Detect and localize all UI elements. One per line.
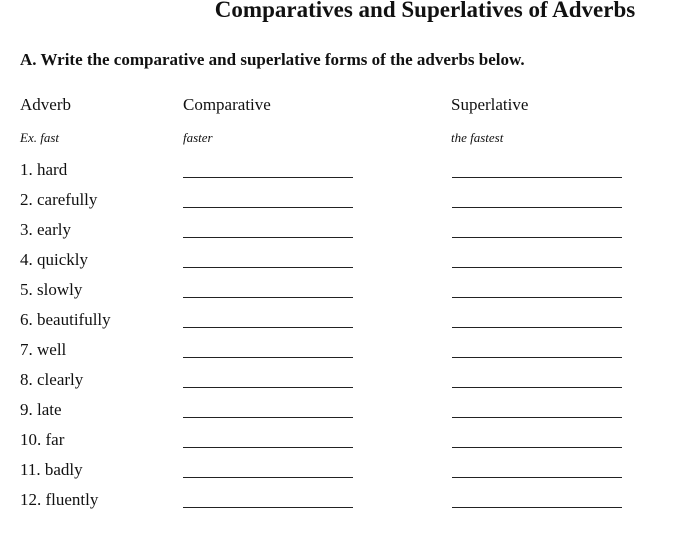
- superlative-blank[interactable]: [452, 357, 622, 358]
- adverb-item: 6. beautifully: [20, 310, 111, 329]
- superlative-blank[interactable]: [452, 387, 622, 388]
- header-comparative: Comparative: [183, 95, 271, 114]
- comparative-blank[interactable]: [183, 267, 353, 268]
- section-a-instruction: A. Write the comparative and superlative forms of the adverbs below.: [20, 50, 525, 69]
- exercise-row: [0, 337, 680, 367]
- superlative-blank[interactable]: [452, 177, 622, 178]
- exercise-list: [0, 157, 680, 517]
- comparative-blank[interactable]: [183, 207, 353, 208]
- example-comparative: faster: [183, 130, 213, 145]
- exercise-row: [0, 457, 680, 487]
- superlative-blank[interactable]: [452, 207, 622, 208]
- exercise-row: [0, 307, 680, 337]
- superlative-blank[interactable]: [452, 237, 622, 238]
- superlative-blank[interactable]: [452, 417, 622, 418]
- adverb-item: 1. hard: [20, 160, 68, 179]
- superlative-blank[interactable]: [452, 267, 622, 268]
- comparative-blank[interactable]: [183, 447, 353, 448]
- example-adverb: Ex. fast: [20, 130, 59, 145]
- adverb-item: 9. late: [20, 400, 62, 419]
- superlative-blank[interactable]: [452, 507, 622, 508]
- comparative-blank[interactable]: [183, 357, 353, 358]
- superlative-blank[interactable]: [452, 327, 622, 328]
- adverb-item: 4. quickly: [20, 250, 88, 269]
- comparative-blank[interactable]: [183, 177, 353, 178]
- example-superlative: the fastest: [451, 130, 504, 145]
- adverb-item: 10. far: [20, 430, 65, 449]
- comparative-blank[interactable]: [183, 237, 353, 238]
- adverb-item: 8. clearly: [20, 370, 84, 389]
- adverb-item: 12. fluently: [20, 490, 99, 509]
- header-superlative: Superlative: [451, 95, 529, 114]
- exercise-row: [0, 427, 680, 457]
- exercise-row: [0, 157, 680, 187]
- exercise-row: [0, 367, 680, 397]
- superlative-blank[interactable]: [452, 477, 622, 478]
- exercise-row: [0, 187, 680, 217]
- comparative-blank[interactable]: [183, 507, 353, 508]
- exercise-row: [0, 217, 680, 247]
- adverb-item: 2. carefully: [20, 190, 98, 209]
- header-adverb: Adverb: [20, 95, 71, 114]
- worksheet-title: Comparatives and Superlatives of Adverbs: [214, 0, 636, 22]
- superlative-blank[interactable]: [452, 297, 622, 298]
- comparative-blank[interactable]: [183, 327, 353, 328]
- comparative-blank[interactable]: [183, 417, 353, 418]
- adverb-item: 7. well: [20, 340, 67, 359]
- adverb-item: 3. early: [20, 220, 71, 239]
- exercise-row: [0, 247, 680, 277]
- superlative-blank[interactable]: [452, 447, 622, 448]
- exercise-row: [0, 277, 680, 307]
- exercise-row: [0, 487, 680, 517]
- adverb-item: 5. slowly: [20, 280, 83, 299]
- comparative-blank[interactable]: [183, 297, 353, 298]
- comparative-blank[interactable]: [183, 477, 353, 478]
- exercise-row: [0, 397, 680, 427]
- adverb-item: 11. badly: [20, 460, 83, 479]
- comparative-blank[interactable]: [183, 387, 353, 388]
